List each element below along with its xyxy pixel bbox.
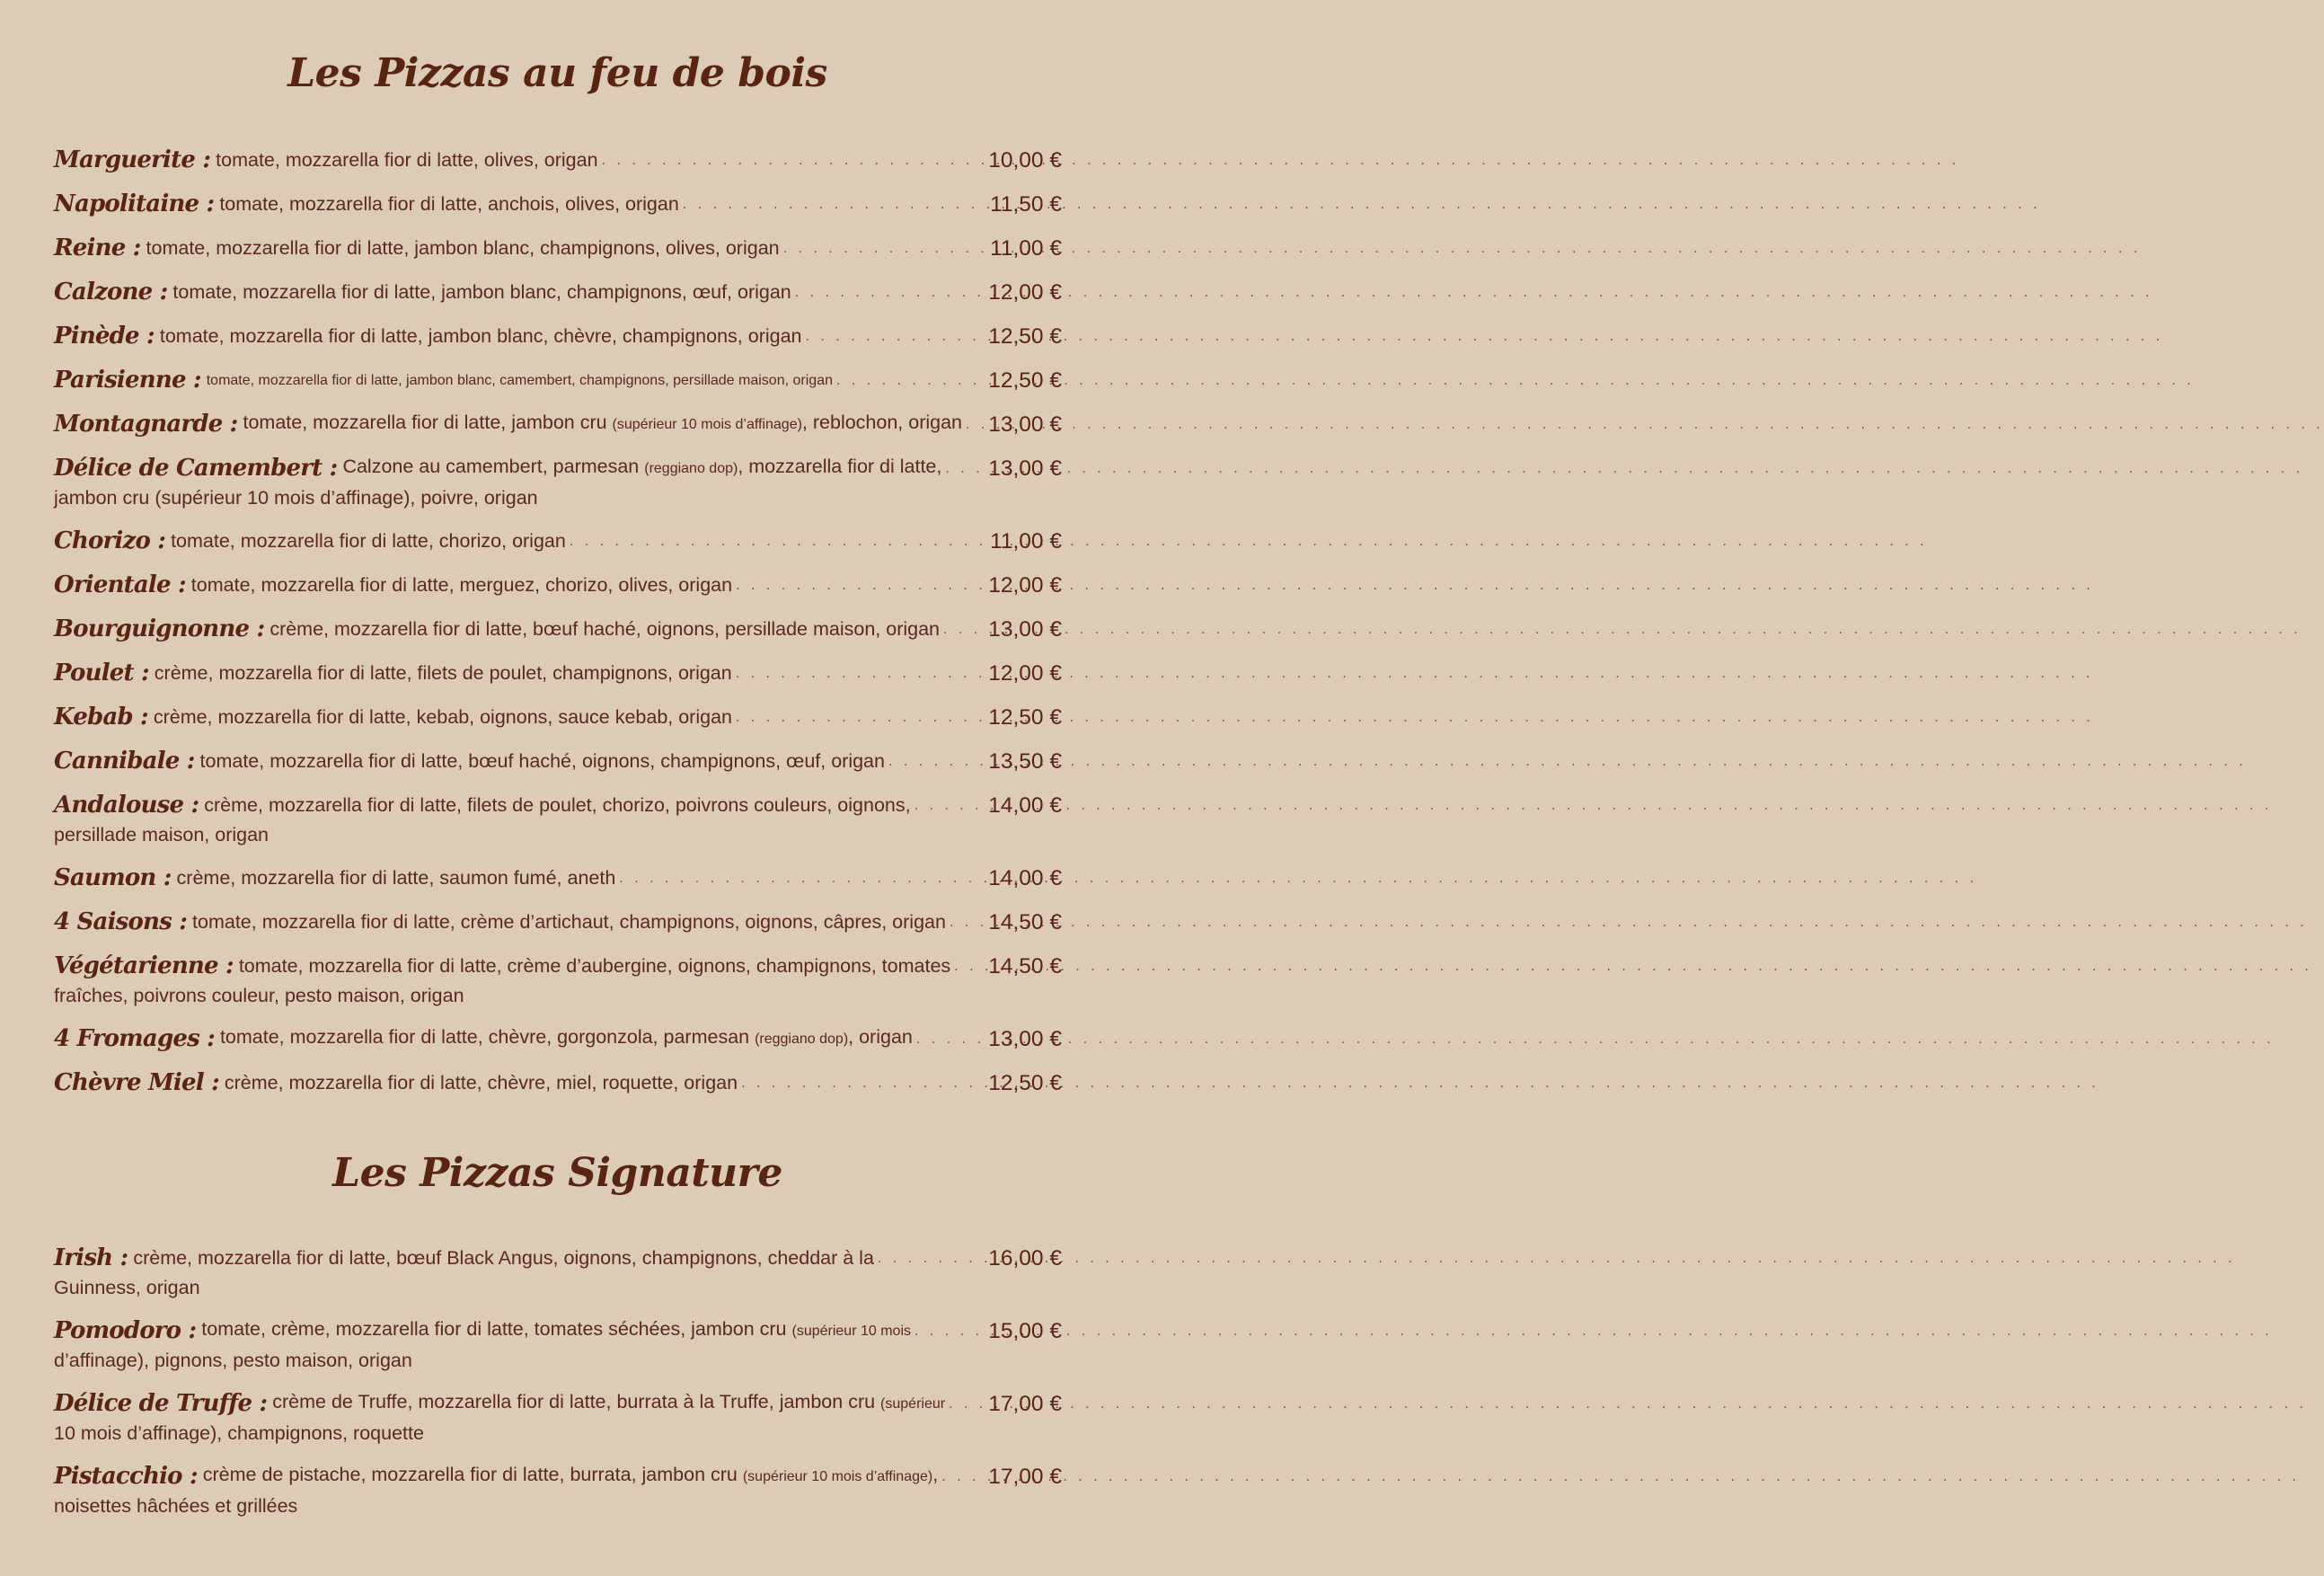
leader-dots: [962, 410, 988, 439]
pizza-price: 14,50 €: [988, 910, 1062, 934]
pizza-description: [201, 1315, 911, 1346]
pizza-price: 12,00 €: [988, 573, 1062, 598]
pizza-description: [243, 408, 962, 439]
pizza-description: [200, 747, 885, 776]
pizza-name: 4 Saisons :: [54, 908, 188, 935]
description-text: noisettes hâchées et grillées: [54, 1495, 298, 1517]
description-text: tomate, mozzarella fior di latte, jambon blanc, champignons, olives, origan: [146, 237, 780, 259]
pizza-price: 14,50 €: [988, 954, 1062, 978]
leader-dots: [679, 190, 990, 219]
description-text: , poivre, origan: [410, 487, 538, 509]
menu-item: [54, 1068, 1062, 1098]
leader-dots: [598, 146, 989, 175]
leader-dots: [874, 1244, 988, 1273]
menu-item: [54, 234, 1062, 263]
pizza-name: Pomodoro :: [54, 1317, 197, 1344]
leader-dots: [732, 703, 988, 732]
detail-note: 10 mois d’affinage): [54, 1422, 217, 1444]
description-text: , mozzarella fior di latte,: [738, 456, 942, 477]
detail-note: (supérieur: [880, 1396, 946, 1412]
pizza-description: [192, 908, 946, 937]
menu-item: [54, 410, 1062, 439]
leader-dots: [938, 1462, 988, 1492]
leader-dots: [791, 278, 988, 307]
description-text: fraîches, poivrons couleur, pesto maison, origan: [54, 985, 464, 1006]
menu-item: [54, 1244, 1062, 1303]
pizza-name: Pinède :: [54, 323, 155, 350]
pizza-description: [133, 1244, 874, 1273]
pizza-name: Reine :: [54, 235, 141, 261]
description-text: , pignons, pesto maison, origan: [144, 1350, 412, 1371]
leader-dots: [941, 454, 988, 483]
pizza-name: Délice de Camembert :: [54, 455, 338, 482]
description-text: tomate, mozzarella fior di latte, chorizo, origan: [171, 530, 566, 552]
leader-dots: [833, 366, 988, 395]
pizza-description: [204, 791, 910, 820]
detail-note: (reggiano dop): [644, 461, 738, 476]
pizza-description: [272, 1387, 945, 1419]
description-text: crème, mozzarella fior di latte, filets de poulet, chorizo, poivrons couleurs, oignons,: [204, 794, 911, 816]
menu-item: [54, 190, 1062, 219]
menu-item: [54, 527, 1062, 556]
pizza-name: Marguerite :: [54, 146, 211, 173]
pizza-price: 11,00 €: [990, 236, 1062, 261]
leader-dots: [945, 1389, 988, 1419]
leader-dots: [780, 234, 990, 263]
description-text: , champignons, roquette: [216, 1422, 424, 1444]
detail-note: (supérieur 10 mois d’affinage): [612, 417, 802, 432]
pizza-description: [177, 863, 616, 893]
pizza-price: 12,00 €: [988, 661, 1062, 686]
pizza-description: [155, 659, 732, 688]
menu-item: [54, 791, 1062, 850]
pizza-name: Chèvre Miel :: [54, 1069, 219, 1096]
leader-dots: [940, 615, 988, 644]
description-text: tomate, mozzarella fior di latte, chèvre, gorgonzola, parmesan: [219, 1026, 756, 1048]
pizza-price: 14,00 €: [988, 793, 1062, 818]
pizza-price: 17,00 €: [988, 1465, 1062, 1489]
signature-pizza-list: [54, 1244, 1062, 1535]
menu-item: [54, 322, 1062, 351]
menu-page: [0, 0, 1115, 1576]
description-text: jambon cru: [54, 487, 155, 509]
pizza-description: [270, 615, 940, 644]
menu-item: [54, 659, 1062, 688]
section-title: Les Pizzas au feu de bois: [287, 50, 827, 96]
menu-item: [54, 278, 1062, 307]
pizza-description: [191, 571, 732, 600]
pizza-description: [146, 234, 780, 263]
pizza-list: [54, 146, 1062, 1112]
menu-item: [54, 1389, 1062, 1448]
detail-note: (supérieur 10 mois d’affinage): [155, 487, 411, 509]
pizza-name: Calzone :: [54, 279, 168, 305]
pizza-name: Kebab :: [54, 704, 148, 730]
pizza-description: [154, 703, 732, 732]
pizza-description: [171, 527, 566, 556]
pizza-price: 11,00 €: [990, 529, 1062, 553]
description-text: crème, mozzarella fior di latte, chèvre, miel, roquette, origan: [224, 1072, 738, 1093]
description-text: Guinness, origan: [54, 1277, 200, 1298]
description-text: tomate, mozzarella fior di latte, crème d’artichaut, champignons, oignons, câpres, origan: [192, 911, 946, 933]
pizza-description: [160, 322, 802, 351]
description-text: crème de pistache, mozzarella fior di latte, burrata, jambon cru: [202, 1464, 743, 1485]
detail-note: (supérieur 10 mois: [791, 1324, 911, 1339]
pizza-price: 11,50 €: [990, 192, 1062, 217]
pizza-name: Cannibale :: [54, 748, 195, 775]
description-text: , reblochon, origan: [801, 412, 963, 433]
leader-dots: [732, 571, 988, 600]
description-text: persillade maison, origan: [54, 824, 270, 846]
description-text: tomate, mozzarella fior di latte, jambon blanc, champignons, œuf, origan: [172, 281, 791, 303]
description-text: tomate, mozzarella fior di latte, jambon blanc, chèvre, champignons, origan: [159, 325, 802, 347]
menu-item: [54, 366, 1062, 395]
detail-note: (reggiano dop): [755, 1031, 849, 1047]
pizza-price: 17,00 €: [988, 1392, 1062, 1416]
menu-item: [54, 952, 1062, 1011]
pizza-name: Napolitaine :: [54, 190, 215, 217]
pizza-description: [239, 952, 950, 981]
pizza-price: 12,50 €: [988, 705, 1062, 730]
pizza-name: Pistacchio :: [54, 1463, 198, 1490]
leader-dots: [732, 659, 989, 688]
leader-dots: [802, 322, 989, 351]
detail-note: d’affinage): [54, 1350, 145, 1371]
pizza-price: 16,00 €: [988, 1246, 1062, 1271]
description-text: tomate, mozzarella fior di latte, anchois, olives, origan: [219, 193, 679, 215]
pizza-name: Orientale :: [54, 571, 186, 598]
detail-note: tomate, mozzarella fior di latte, jambon blanc, camembert, champignons, persillade maison, origan: [206, 373, 833, 388]
pizza-description: [342, 452, 941, 483]
menu-item: [54, 454, 1062, 513]
pizza-price: 12,50 €: [988, 1071, 1062, 1095]
pizza-description-continued: [54, 483, 1062, 513]
leader-dots: [885, 747, 988, 776]
description-text: crème, mozzarella fior di latte, bœuf Black Angus, oignons, champignons, cheddar à la: [133, 1247, 874, 1269]
menu-item: [54, 1024, 1062, 1054]
pizza-description: [225, 1068, 738, 1098]
menu-item: [54, 1462, 1062, 1521]
description-text: tomate, mozzarella fior di latte, crème d’aubergine, oignons, champignons, tomates: [238, 955, 951, 977]
pizza-name: Saumon :: [54, 864, 172, 891]
leader-dots: [738, 1068, 988, 1098]
description-text: , origan: [848, 1026, 913, 1048]
leader-dots: [911, 1316, 988, 1346]
description-text: tomate, mozzarella fior di latte, olives, origan: [216, 149, 598, 171]
leader-dots: [615, 863, 988, 893]
pizza-description: [203, 1460, 938, 1492]
pizza-price: 10,00 €: [988, 148, 1062, 173]
pizza-price: 13,00 €: [988, 412, 1062, 437]
description-text: tomate, mozzarella fior di latte, bœuf haché, oignons, champignons, œuf, origan: [199, 750, 885, 772]
pizza-price: 14,00 €: [988, 866, 1062, 890]
menu-item: [54, 571, 1062, 600]
detail-note: (supérieur 10 mois d’affinage): [742, 1469, 933, 1484]
pizza-description: [216, 146, 597, 175]
description-text: crème, mozzarella fior di latte, kebab, oignons, sauce kebab, origan: [153, 706, 732, 728]
pizza-description: [219, 190, 678, 219]
description-text: Calzone au camembert, parmesan: [342, 456, 645, 477]
description-text: crème, mozzarella fior di latte, filets de poulet, champignons, origan: [154, 662, 732, 684]
pizza-name: Végétarienne :: [54, 952, 234, 979]
pizza-name: Chorizo :: [54, 527, 166, 554]
leader-dots: [566, 527, 990, 556]
pizza-name: Parisienne :: [54, 367, 201, 394]
pizza-price: 12,50 €: [988, 368, 1062, 393]
pizza-name: Bourguignonne :: [54, 615, 265, 642]
description-text: crème, mozzarella fior di latte, saumon fumé, aneth: [176, 867, 616, 889]
menu-item: [54, 703, 1062, 732]
pizza-name: 4 Fromages :: [54, 1025, 215, 1052]
pizza-price: 13,00 €: [988, 617, 1062, 642]
menu-item: [54, 863, 1062, 893]
pizza-name: Montagnarde :: [54, 411, 238, 438]
leader-dots: [913, 1024, 988, 1054]
leader-dots: [950, 952, 988, 981]
description-text: tomate, mozzarella fior di latte, jambon cru: [243, 412, 613, 433]
pizza-name: Irish :: [54, 1244, 128, 1271]
menu-item: [54, 747, 1062, 776]
pizza-name: Délice de Truffe :: [54, 1390, 268, 1417]
pizza-description: [220, 1023, 913, 1054]
pizza-price: 13,00 €: [988, 1027, 1062, 1051]
pizza-price: 12,50 €: [988, 324, 1062, 349]
pizza-price: 12,00 €: [988, 280, 1062, 305]
pizza-description: [207, 364, 833, 395]
pizza-description-continued: [54, 1492, 1062, 1521]
description-text: ,: [932, 1464, 939, 1485]
pizza-description: [172, 278, 791, 307]
section-title: Les Pizzas Signature: [332, 1150, 782, 1196]
menu-item: [54, 908, 1062, 937]
menu-item: [54, 1316, 1062, 1376]
pizza-description-continued: [54, 1346, 1062, 1376]
menu-item: [54, 146, 1062, 175]
pizza-price: 13,00 €: [988, 456, 1062, 481]
pizza-description-continued: [54, 820, 1062, 850]
leader-dots: [911, 791, 989, 820]
description-text: crème, mozzarella fior di latte, bœuf haché, oignons, persillade maison, origan: [270, 618, 941, 640]
description-text: tomate, mozzarella fior di latte, merguez, chorizo, olives, origan: [190, 574, 733, 596]
description-text: tomate, crème, mozzarella fior di latte, tomates séchées, jambon cru: [201, 1318, 792, 1340]
pizza-description-continued: [54, 1273, 1062, 1303]
pizza-price: 15,00 €: [988, 1319, 1062, 1343]
pizza-price: 13,50 €: [988, 749, 1062, 774]
pizza-name: Andalouse :: [54, 792, 199, 819]
pizza-description-continued: [54, 1419, 1062, 1448]
menu-item: [54, 615, 1062, 644]
pizza-name: Poulet :: [54, 660, 149, 686]
description-text: crème de Truffe, mozzarella fior di latte, burrata à la Truffe, jambon cru: [272, 1391, 881, 1412]
leader-dots: [946, 908, 988, 937]
pizza-description-continued: [54, 981, 1062, 1011]
